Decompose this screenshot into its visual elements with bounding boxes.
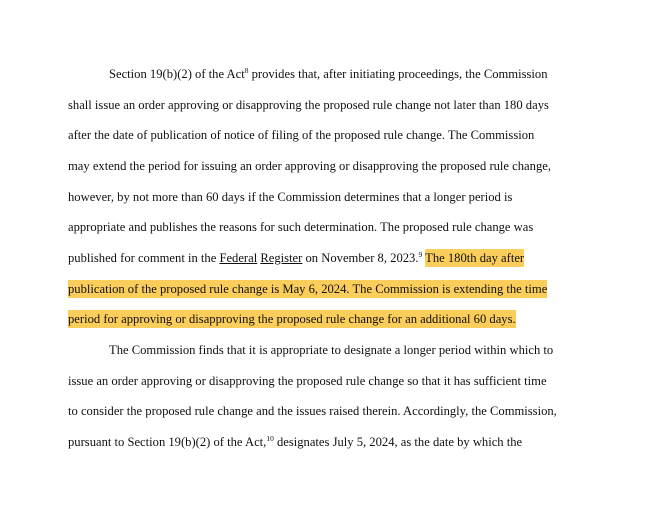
text: pursuant to Section 19(b)(2) of the Act, [68,435,267,449]
footnote-ref-9[interactable]: 9 [418,250,423,259]
p2-line-4 [68,433,522,451]
p1-line-3: after the date of publication of notice of filing of the proposed rule change. The Commission [68,128,535,142]
p1-line-1 [109,65,548,83]
p2-line-1: The Commission finds that it is appropriate to designate a longer period within which to [109,343,554,357]
p1-line-4: may extend the period for issuing an order approving or disapproving the proposed rule change, [68,159,551,173]
highlighted-text: The 180th day after [425,251,525,265]
highlighted-text: publication of the proposed rule change is May 6, 2024. The Commission is extending the time [68,282,548,296]
text: designates July 5, 2024, as the date by which the [273,435,523,449]
register-underlined: Register [260,251,303,265]
text: on November 8, 2023. [302,251,419,265]
p2-line-3: to consider the proposed rule change and the issues raised therein. Accordingly, the Commission, [68,404,557,418]
p1-line-6: appropriate and publishes the reasons for such determination. The proposed rule change was [68,220,534,234]
text: provides that, after initiating proceedings, the Commission [248,67,548,81]
p1-line-9 [68,310,516,328]
p1-line-5: however, by not more than 60 days if the Commission determines that a longer period is [68,190,513,204]
footnote-ref-8[interactable]: 8 [244,66,249,75]
text: Section 19(b)(2) of the Act [109,67,245,81]
footnote-ref-10[interactable]: 10 [266,434,274,443]
p2-line-2: issue an order approving or disapproving the proposed rule change so that it has sufficient time [68,374,547,388]
p1-line-8 [68,280,547,298]
p1-line-7 [68,249,524,267]
highlighted-text: period for approving or disapproving the proposed rule change for an additional 60 days. [68,312,516,326]
p1-line-2: shall issue an order approving or disapproving the proposed rule change not later than 180 days [68,98,549,112]
text: published for comment in the [68,251,220,265]
federal-underlined: Federal [219,251,258,265]
